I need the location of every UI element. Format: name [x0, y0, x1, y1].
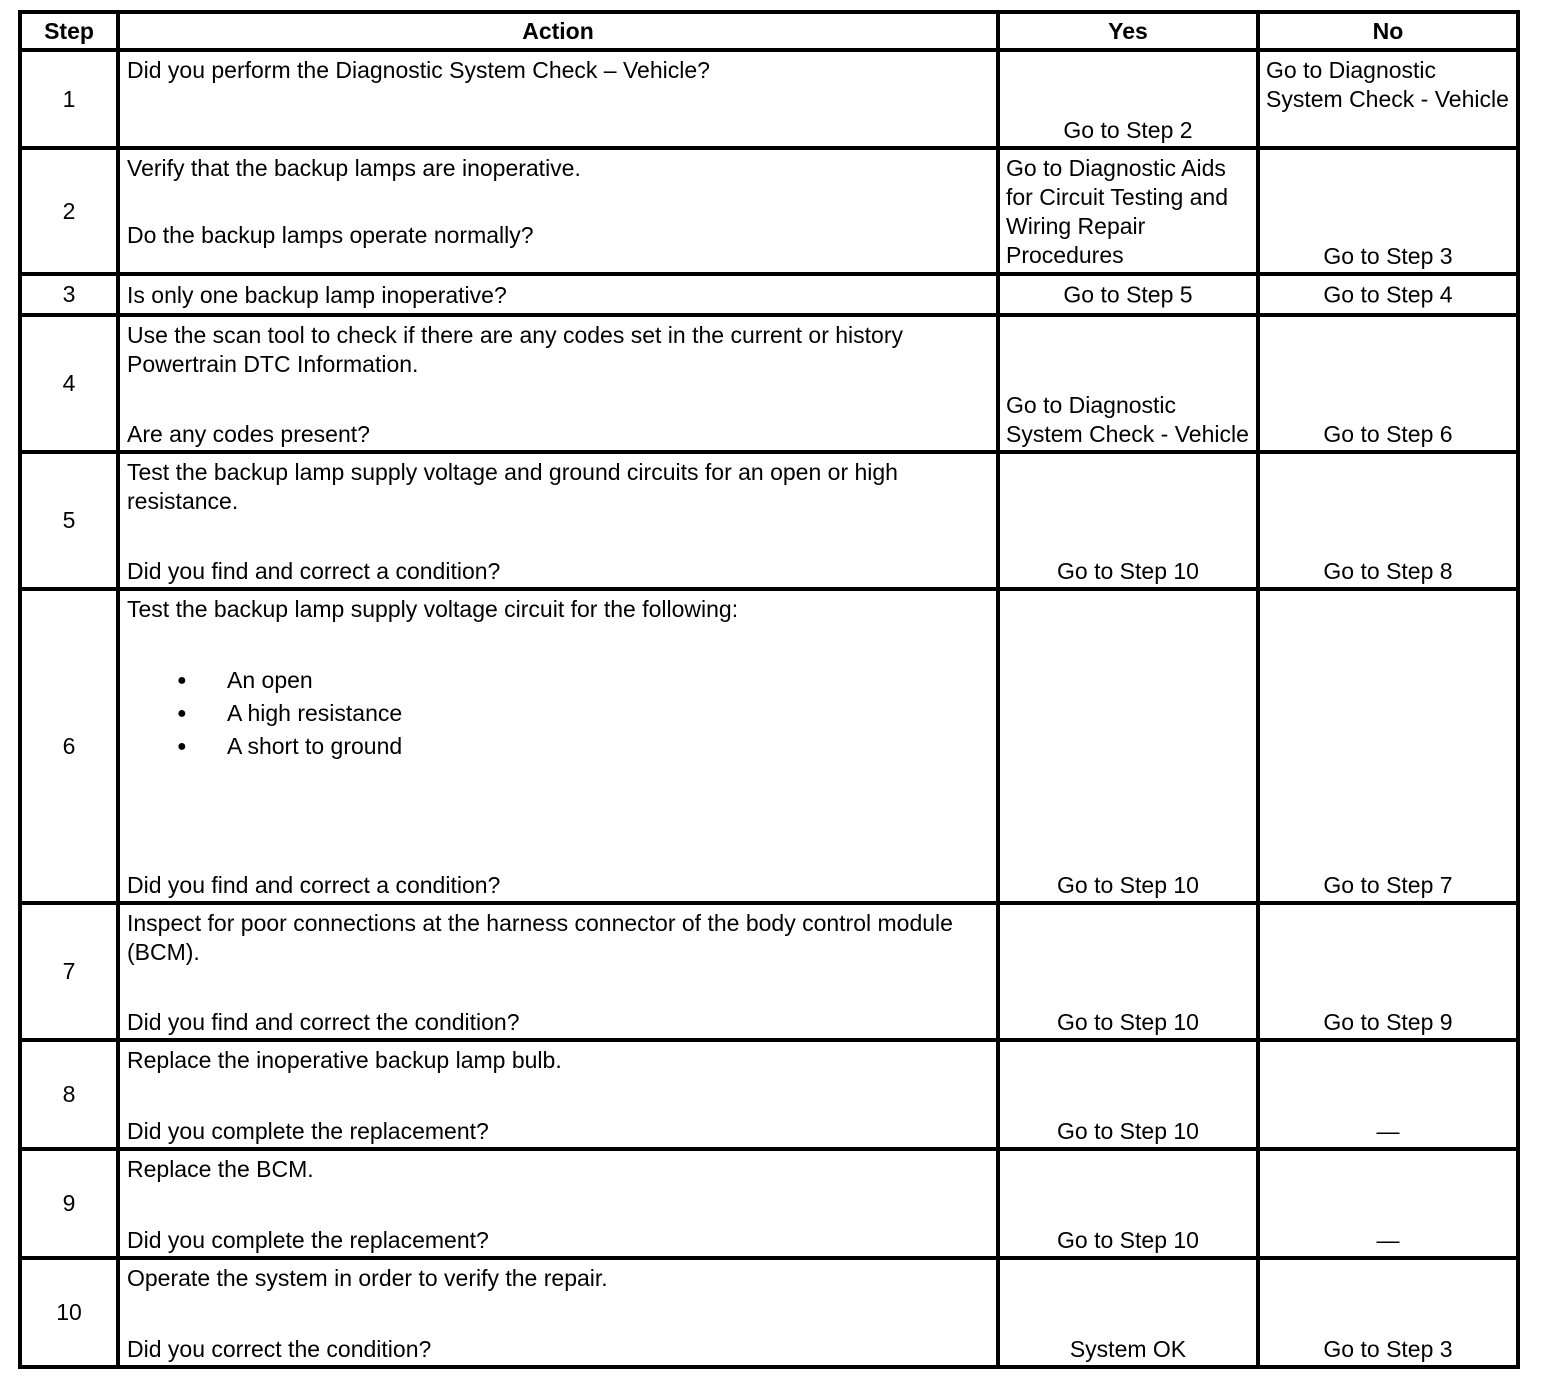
yes-cell — [998, 1258, 1258, 1367]
action-text: Test the backup lamp supply voltage and ground circuits for an open or high resistance. — [127, 459, 898, 514]
yes-text: Go to Step 10 — [1057, 1118, 1199, 1144]
header-row — [20, 12, 1518, 50]
action-cell — [118, 274, 998, 315]
table-row — [20, 452, 1518, 589]
header-step: Step — [20, 12, 118, 50]
action-text: Operate the system in order to verify the repair. — [127, 1265, 608, 1291]
no-text: Go to Step 6 — [1323, 421, 1453, 447]
question-text: Do the backup lamps operate normally? — [127, 222, 534, 248]
table-row — [20, 589, 1518, 903]
yes-cell — [998, 315, 1258, 452]
step-number: 4 — [20, 315, 118, 452]
step-number: 2 — [20, 148, 118, 274]
action-cell — [118, 315, 998, 452]
question-text: Did you find and correct a condition? — [127, 558, 501, 584]
table-row — [20, 1258, 1518, 1367]
action-text: Did you perform the Diagnostic System Check – Vehicle? — [127, 57, 710, 83]
no-text: Go to Step 9 — [1323, 1009, 1453, 1035]
action-cell — [118, 452, 998, 589]
no-cell — [1258, 589, 1518, 903]
action-cell — [118, 148, 998, 274]
yes-text: Go to Step 10 — [1057, 872, 1199, 898]
yes-text: System OK — [1069, 1336, 1187, 1362]
step-number: 1 — [20, 50, 118, 148]
action-text: Verify that the backup lamps are inoperative. — [127, 155, 581, 181]
step-number: 3 — [20, 274, 118, 315]
yes-cell — [998, 452, 1258, 589]
no-text: Go to Step 3 — [1323, 243, 1453, 269]
no-cell — [1258, 148, 1518, 274]
table-row — [20, 1149, 1518, 1258]
action-cell — [118, 1258, 998, 1367]
no-cell — [1258, 315, 1518, 452]
action-cell — [118, 50, 998, 148]
list-item: ● A high resistance — [177, 697, 988, 730]
question-text: Did you complete the replacement? — [127, 1227, 489, 1253]
yes-text: Go to Step 10 — [1057, 558, 1199, 584]
question-text: Did you correct the condition? — [127, 1336, 432, 1362]
step-number: 7 — [20, 903, 118, 1040]
no-text: — — [1376, 1118, 1400, 1144]
yes-cell — [998, 148, 1258, 274]
yes-cell — [998, 1149, 1258, 1258]
question-text: Did you complete the replacement? — [127, 1118, 489, 1144]
action-text: Test the backup lamp supply voltage circuit for the following: — [127, 596, 739, 622]
no-text: Go to Step 8 — [1323, 558, 1453, 584]
header-action: Action — [118, 12, 998, 50]
step-number: 10 — [20, 1258, 118, 1367]
diagnostic-page — [18, 10, 1520, 1369]
no-cell — [1258, 452, 1518, 589]
action-text: Replace the BCM. — [127, 1156, 314, 1182]
step-number: 5 — [20, 452, 118, 589]
yes-text: Go to Step 10 — [1057, 1009, 1199, 1035]
yes-cell — [998, 50, 1258, 148]
no-cell — [1258, 1040, 1518, 1149]
action-cell — [118, 589, 998, 903]
no-text: Go to Step 4 — [1323, 281, 1453, 307]
action-cell — [118, 1040, 998, 1149]
yes-text: Go to Diagnostic Aids for Circuit Testing and Wiring Repair Procedures — [1006, 155, 1229, 268]
action-text: Replace the inoperative backup lamp bulb. — [127, 1047, 562, 1073]
no-text: Go to Step 3 — [1323, 1336, 1453, 1362]
question-text: Did you find and correct the condition? — [127, 1009, 520, 1035]
table-row — [20, 274, 1518, 315]
step-number: 9 — [20, 1149, 118, 1258]
yes-text: Go to Step 5 — [1063, 281, 1193, 307]
list-item: ● A short to ground — [177, 730, 988, 763]
yes-text: Go to Step 2 — [1063, 117, 1193, 143]
header-yes: Yes — [998, 12, 1258, 50]
question-text: Did you find and correct a condition? — [127, 872, 501, 898]
table-row — [20, 50, 1518, 148]
no-cell — [1258, 1149, 1518, 1258]
list-item: ● An open — [177, 664, 988, 697]
no-text: Go to Diagnostic System Check - Vehicle — [1266, 57, 1509, 112]
no-text: — — [1376, 1227, 1400, 1253]
action-cell — [118, 903, 998, 1040]
yes-cell — [998, 589, 1258, 903]
table-row — [20, 903, 1518, 1040]
no-cell — [1258, 50, 1518, 148]
header-no: No — [1258, 12, 1518, 50]
no-cell — [1258, 903, 1518, 1040]
yes-cell — [998, 903, 1258, 1040]
yes-cell — [998, 274, 1258, 315]
question-text: Are any codes present? — [127, 421, 370, 447]
condition-list — [127, 664, 988, 763]
action-cell — [118, 1149, 998, 1258]
action-text: Is only one backup lamp inoperative? — [127, 282, 507, 308]
table-row — [20, 315, 1518, 452]
step-number: 8 — [20, 1040, 118, 1149]
action-text: Use the scan tool to check if there are any codes set in the current or history Powertrain DTC Information. — [127, 322, 904, 377]
no-text: Go to Step 7 — [1323, 872, 1453, 898]
no-cell — [1258, 1258, 1518, 1367]
action-text: Inspect for poor connections at the harness connector of the body control module (BCM). — [127, 910, 953, 965]
diagnostic-table — [18, 10, 1520, 1369]
yes-text: Go to Step 10 — [1057, 1227, 1199, 1253]
step-number: 6 — [20, 589, 118, 903]
yes-text: Go to Diagnostic System Check - Vehicle — [1006, 392, 1249, 447]
table-row — [20, 148, 1518, 274]
no-cell — [1258, 274, 1518, 315]
yes-cell — [998, 1040, 1258, 1149]
table-row — [20, 1040, 1518, 1149]
